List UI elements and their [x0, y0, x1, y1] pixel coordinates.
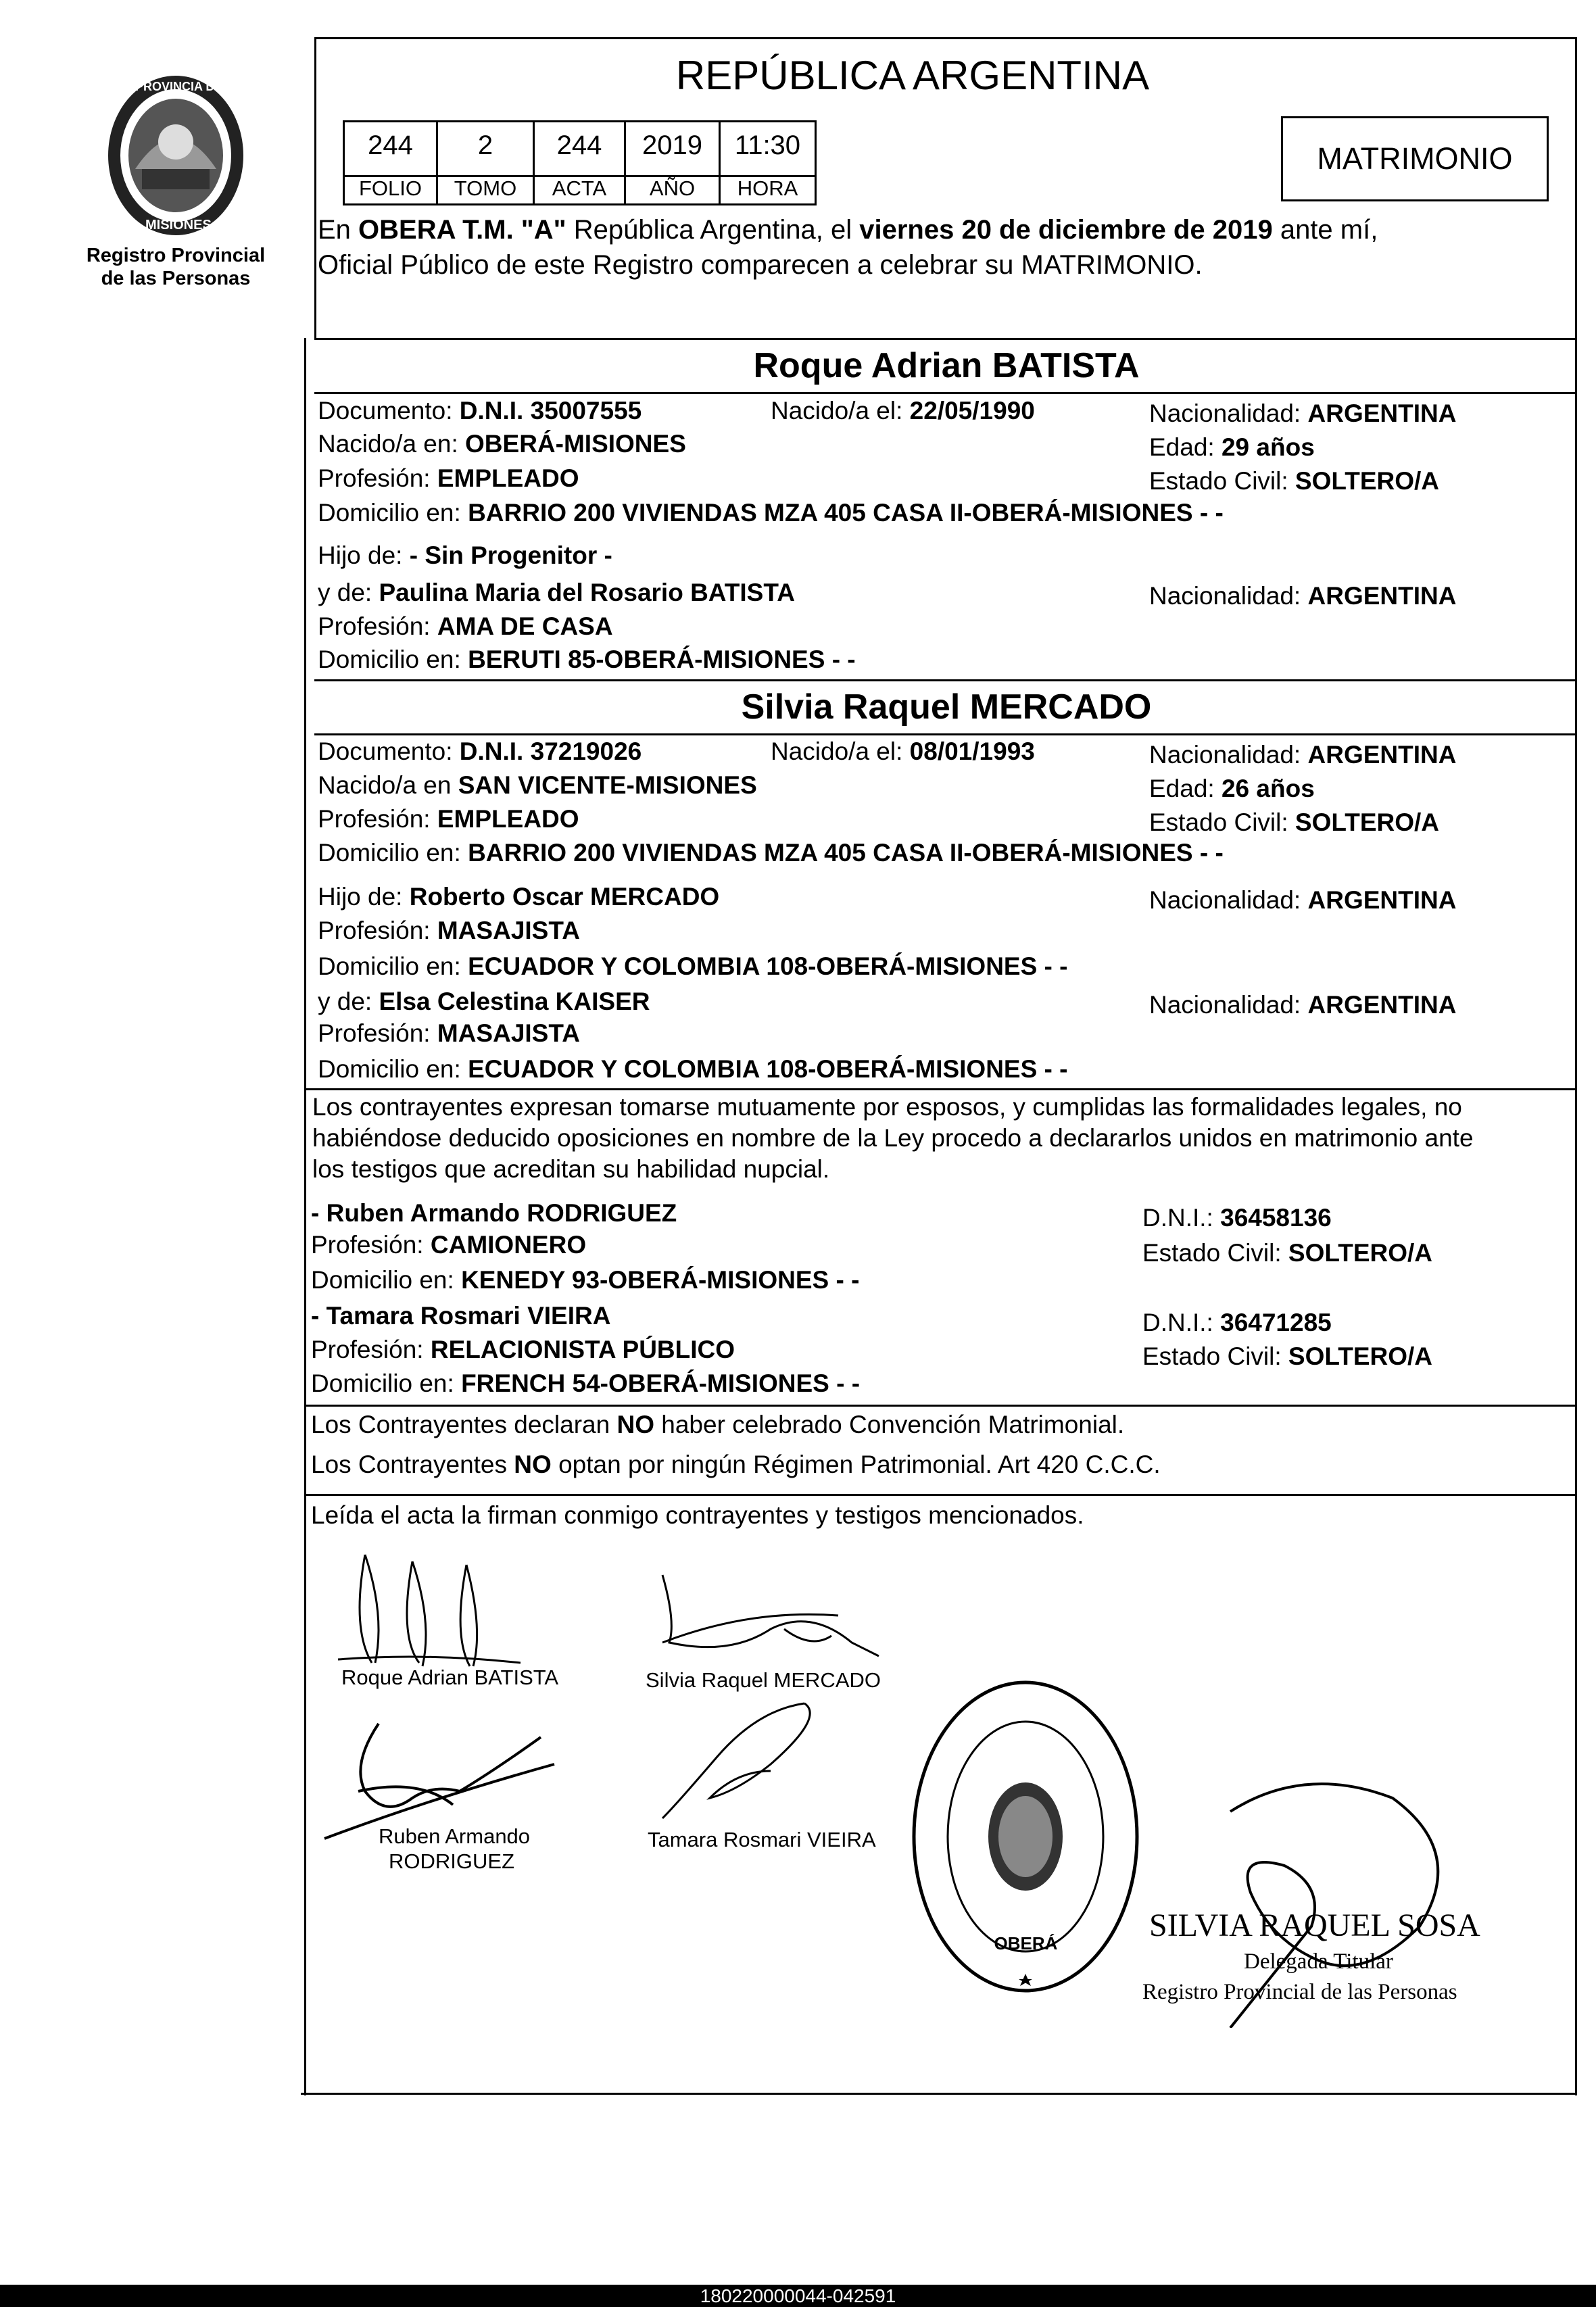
groom-profession: Profesión: EMPLEADO — [318, 464, 579, 492]
witness2-signature-label: Tamara Rosmari VIEIRA — [648, 1828, 876, 1851]
witness1-address: Domicilio en: KENEDY 93-OBERÁ-MISIONES - - — [311, 1266, 860, 1294]
bride-address: Domicilio en: BARRIO 200 VIVIENDAS MZA 405 CASA II-OBERÁ-MISIONES - - — [318, 839, 1224, 867]
registry-seal — [909, 1676, 1142, 1997]
bride-mother-address: Domicilio en: ECUADOR Y COLOMBIA 108-OBERÁ-MISIONES - - — [318, 1055, 1068, 1083]
bride-father-profession: Profesión: MASAJISTA — [318, 917, 580, 944]
tomo-value: 2 — [477, 130, 493, 160]
bride-mother-profession: Profesión: MASAJISTA — [318, 1019, 580, 1047]
witness1-signature-label-2: RODRIGUEZ — [389, 1849, 514, 1873]
bride-nationality: Nacionalidad: ARGENTINA — [1149, 741, 1457, 769]
bride-birthdate: Nacido/a el: 08/01/1993 — [771, 737, 1035, 765]
bride-profession: Profesión: EMPLEADO — [318, 805, 579, 833]
witness1-signature-label-1: Ruben Armando — [379, 1824, 531, 1848]
regime-statement: Los Contrayentes NO optan por ningún Régimen Patrimonial. Art 420 C.C.C. — [311, 1451, 1161, 1478]
witness1-name: - Ruben Armando RODRIGUEZ — [311, 1199, 677, 1227]
hour-label: HORA — [737, 176, 798, 200]
page-title: REPÚBLICA ARGENTINA — [675, 53, 1150, 98]
bride-birthplace: Nacido/a en SAN VICENTE-MISIONES — [318, 771, 757, 799]
witness1-civil-status: Estado Civil: SOLTERO/A — [1142, 1239, 1433, 1267]
groom-name: Roque Adrian BATISTA — [753, 346, 1140, 385]
seal-bottom-text: OBERÁ — [994, 1933, 1058, 1953]
groom-birthplace: Nacido/a en: OBERÁ-MISIONES — [318, 430, 686, 458]
folio-value: 244 — [368, 130, 413, 160]
document-type-box — [1281, 116, 1549, 201]
official-organization: Registro Provincial de las Personas — [1142, 1980, 1457, 2004]
witness1-dni: D.N.I.: 36458136 — [1142, 1204, 1332, 1232]
barcode-number: 180220000044-042591 — [700, 2285, 896, 2306]
logo-caption-1: Registro Provincial — [86, 245, 266, 266]
groom-document: Documento: D.N.I. 35007555 — [318, 397, 642, 424]
bride-father: Hijo de: Roberto Oscar MERCADO — [318, 883, 720, 910]
bride-age: Edad: 26 años — [1149, 775, 1315, 802]
groom-civil-status: Estado Civil: SOLTERO/A — [1149, 467, 1440, 495]
bride-document: Documento: D.N.I. 37219026 — [318, 737, 642, 765]
witness2-address: Domicilio en: FRENCH 54-OBERÁ-MISIONES - - — [311, 1369, 861, 1397]
document-type: MATRIMONIO — [1317, 141, 1513, 176]
witness2-dni: D.N.I.: 36471285 — [1142, 1309, 1332, 1336]
bride-father-address: Domicilio en: ECUADOR Y COLOMBIA 108-OBERÁ-MISIONES - - — [318, 952, 1068, 980]
frame-right — [1575, 37, 1577, 2095]
groom-nationality: Nacionalidad: ARGENTINA — [1149, 399, 1457, 427]
official-title: Delegada Titular — [1244, 1949, 1393, 1974]
record-table — [343, 120, 817, 205]
year-label: AÑO — [649, 176, 696, 200]
frame-top — [314, 37, 1577, 39]
groom-mother-nationality: Nacionalidad: ARGENTINA — [1149, 582, 1457, 610]
intro-line-2: Oficial Público de este Registro comparecen a celebrar su MATRIMONIO. — [318, 250, 1203, 280]
groom-mother-address: Domicilio en: BERUTI 85-OBERÁ-MISIONES - - — [318, 646, 856, 673]
closing-statement: Leída el acta la firman conmigo contrayentes y testigos mencionados. — [311, 1501, 1084, 1529]
convention-statement: Los Contrayentes declaran NO haber celebrado Convención Matrimonial. — [311, 1411, 1125, 1438]
witness2-civil-status: Estado Civil: SOLTERO/A — [1142, 1342, 1433, 1370]
bride-mother-nationality: Nacionalidad: ARGENTINA — [1149, 991, 1457, 1019]
bride-father-nationality: Nacionalidad: ARGENTINA — [1149, 886, 1457, 914]
bride-name: Silvia Raquel MERCADO — [741, 687, 1152, 727]
groom-signature — [324, 1548, 527, 1676]
groom-signature-label: Roque Adrian BATISTA — [341, 1666, 559, 1689]
official-name: SILVIA RAQUEL SOSA — [1149, 1908, 1480, 1943]
witness2-signature — [635, 1690, 838, 1825]
witness1-profession: Profesión: CAMIONERO — [311, 1231, 587, 1259]
witness2-name: - Tamara Rosmari VIEIRA — [311, 1302, 611, 1330]
acta-value: 244 — [556, 130, 602, 160]
groom-age: Edad: 29 años — [1149, 433, 1315, 461]
tomo-label: TOMO — [454, 176, 517, 200]
province-crest-icon — [95, 68, 257, 243]
groom-mother: y de: Paulina Maria del Rosario BATISTA — [318, 579, 795, 606]
logo-ring-top: PROVINCIA DE — [135, 80, 223, 93]
registry-logo — [78, 68, 274, 297]
groom-address: Domicilio en: BARRIO 200 VIVIENDAS MZA 405 CASA II-OBERÁ-MISIONES - - — [318, 499, 1224, 527]
frame-bottom — [301, 2093, 1577, 2095]
folio-label: FOLIO — [358, 176, 422, 200]
hour-value: 11:30 — [734, 130, 801, 160]
groom-father: Hijo de: - Sin Progenitor - — [318, 541, 612, 569]
bride-civil-status: Estado Civil: SOLTERO/A — [1149, 808, 1440, 836]
intro-line-1: En OBERA T.M. "A" República Argentina, el viernes 20 de diciembre de 2019 ante mí, — [318, 215, 1378, 245]
witness2-profession: Profesión: RELACIONISTA PÚBLICO — [311, 1336, 735, 1363]
groom-birthdate: Nacido/a el: 22/05/1990 — [771, 397, 1035, 424]
bride-mother: y de: Elsa Celestina KAISER — [318, 988, 650, 1015]
declaration-line-2: habiéndose deducido oposiciones en nombre de la Ley procedo a declararlos unidos en matrimonio ante — [312, 1124, 1474, 1152]
year-value: 2019 — [642, 130, 702, 160]
acta-label: ACTA — [552, 176, 607, 200]
frame-left — [314, 37, 316, 338]
declaration-line-1: Los contrayentes expresan tomarse mutuamente por esposos, y cumplidas las formalidades legales, no — [312, 1093, 1462, 1121]
groom-mother-profession: Profesión: AMA DE CASA — [318, 612, 613, 640]
bride-signature — [649, 1568, 892, 1670]
bride-signature-label: Silvia Raquel MERCADO — [646, 1668, 881, 1692]
logo-caption-2: de las Personas — [101, 268, 251, 289]
footer-bar — [0, 2285, 1596, 2307]
logo-ring-bottom: MISIONES — [145, 218, 212, 233]
declaration-line-3: los testigos que acreditan su habilidad nupcial. — [312, 1155, 830, 1183]
